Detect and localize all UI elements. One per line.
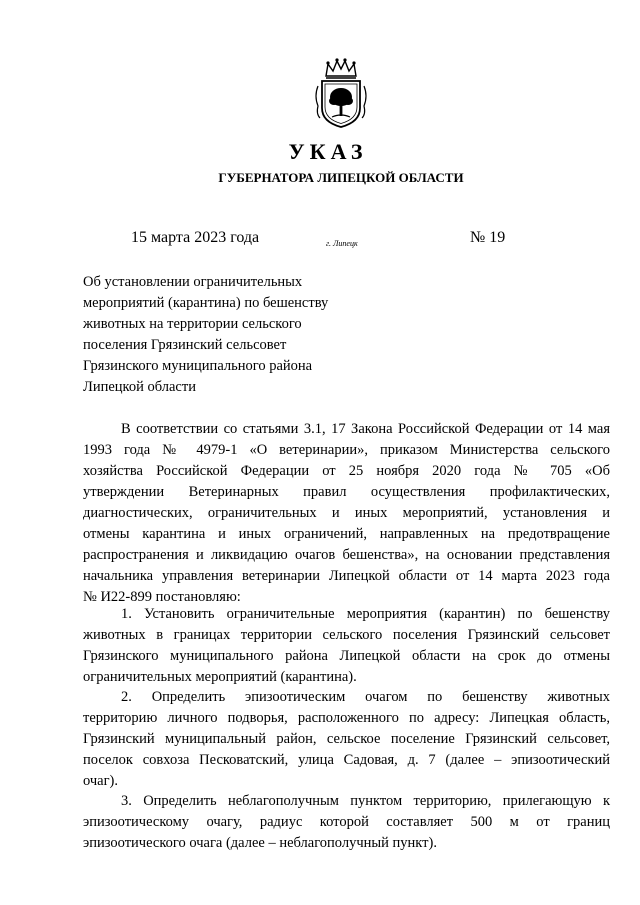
decree-item-2 <box>83 687 610 792</box>
decree-subject <box>83 272 383 398</box>
decree-title: УКАЗ <box>288 139 368 164</box>
decree-item-1 <box>83 604 610 688</box>
subject-line: животных на территории сельского <box>83 316 302 332</box>
subject-line: Липецкой области <box>83 379 196 395</box>
decree-issuer: ГУБЕРНАТОРА ЛИПЕЦКОЙ ОБЛАСТИ <box>218 170 464 185</box>
item-line: животных в границах территории сельского поселения Грязинский сельсовет <box>83 627 610 643</box>
preamble-line: отмены карантина и иных ограничений, направленных на предотвращение <box>83 526 610 542</box>
item-line: эпизоотическому очагу, радиус которой составляет 500 м от границ <box>83 814 610 830</box>
subject-line: Грязинского муниципального района <box>83 358 313 374</box>
subject-line: мероприятий (карантина) по бешенству <box>83 295 329 311</box>
preamble-line: диагностических, ограничительных и иных мероприятий, установления и <box>83 505 610 521</box>
item-line: 2. Определить эпизоотическим очагом по бешенству животных <box>121 689 610 705</box>
item-line: ограничительных мероприятий (карантина). <box>83 669 357 685</box>
preamble-line: распространения и ликвидацию очагов бешенства», на основании представления <box>83 547 610 563</box>
decree-item-3 <box>83 791 610 854</box>
subject-line: поселения Грязинский сельсовет <box>83 337 287 353</box>
preamble-line: № И22-899 постановляю: <box>83 589 241 605</box>
item-line: поселок совхоза Песковатский, улица Садовая, д. 7 (далее – эпизоотический <box>83 752 610 768</box>
decree-number: № 19 <box>470 229 506 246</box>
subject-line: Об установлении ограничительных <box>83 274 303 290</box>
item-line: очаг). <box>83 773 119 789</box>
item-line: Грязинского муниципального района Липецкой области на срок до отмены <box>83 648 610 664</box>
preamble-line: 1993 года № 4979-1 «О ветеринарии», приказом Министерства сельского <box>83 442 610 458</box>
preamble-line: хозяйства Российской Федерации от 25 ноября 2020 года № 705 «Об <box>83 463 610 479</box>
preamble-line: В соответствии со статьями 3.1, 17 Закона Российской Федерации от 14 мая <box>121 421 610 437</box>
item-line: территорию личного подворья, расположенного по адресу: Липецкая область, <box>83 710 610 726</box>
preamble-line: утверждении Ветеринарных правил осуществления профилактических, <box>83 484 610 500</box>
decree-city: г. Липецк <box>326 239 358 248</box>
decree-date: 15 марта 2023 года <box>131 229 260 246</box>
coat-of-arms-emblem-icon <box>312 56 370 130</box>
item-line: эпизоотического очага (далее – неблагополучный пункт). <box>83 835 437 851</box>
preamble-line: начальника управления ветеринарии Липецкой области от 14 марта 2023 года <box>83 568 610 584</box>
preamble-paragraph <box>83 419 610 608</box>
item-line: 1. Установить ограничительные мероприятия (карантин) по бешенству <box>121 606 610 622</box>
item-line: Грязинский муниципальный район, сельское поселение Грязинский сельсовет, <box>83 731 610 747</box>
item-line: 3. Определить неблагополучным пунктом территорию, прилегающую к <box>121 793 610 809</box>
